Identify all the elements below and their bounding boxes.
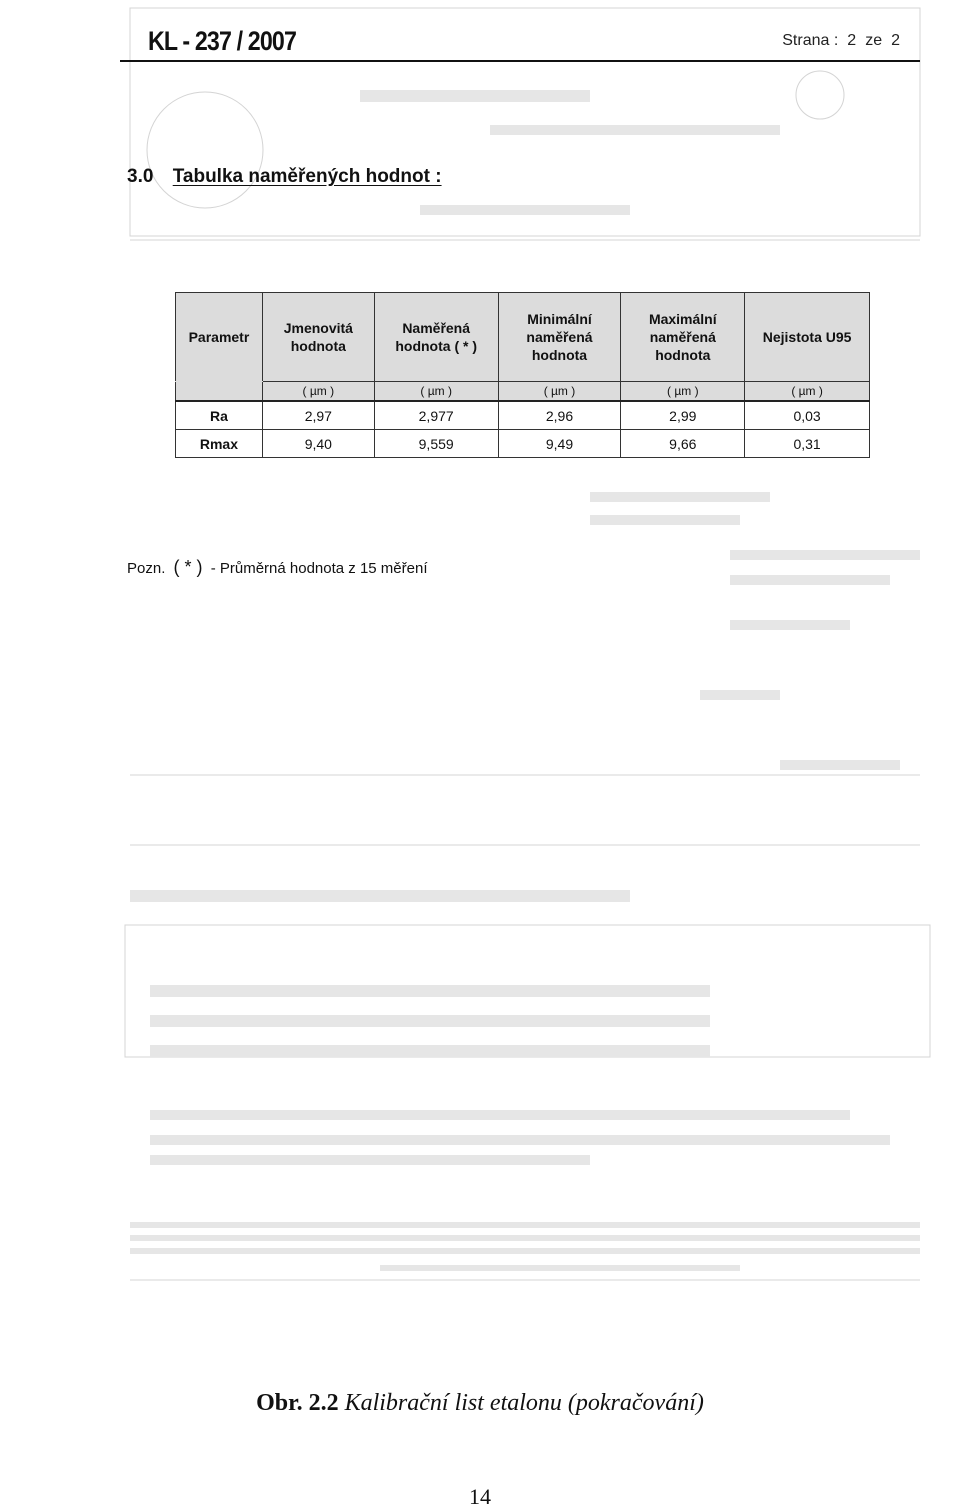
page-label: Strana : <box>782 32 839 49</box>
header-uncertainty: Nejistota U95 <box>745 293 870 382</box>
page-indicator <box>782 32 900 50</box>
footnote <box>127 557 428 578</box>
page-separator: ze <box>865 32 883 49</box>
page-current: 2 <box>847 32 857 49</box>
table-row <box>176 401 870 430</box>
measurement-table <box>175 292 870 458</box>
table-row <box>176 430 870 458</box>
max-value: 2,99 <box>621 401 745 430</box>
footnote-text: - Průměrná hodnota z 15 měření <box>210 560 428 577</box>
measured-value: 9,559 <box>374 430 498 458</box>
document-header <box>120 24 920 62</box>
unit-cell: ( µm ) <box>374 382 498 402</box>
uncertainty-value: 0,31 <box>745 430 870 458</box>
parameter-name: Ra <box>176 401 263 430</box>
footnote-prefix: Pozn. <box>127 560 166 577</box>
unit-cell <box>176 382 263 402</box>
max-value: 9,66 <box>621 430 745 458</box>
footnote-symbol: ( * ) <box>173 557 203 577</box>
unit-cell: ( µm ) <box>498 382 621 402</box>
nominal-value: 2,97 <box>262 401 374 430</box>
document-number: KL - 237 / 2007 <box>148 26 297 56</box>
page-total: 2 <box>891 32 900 49</box>
parameter-name: Rmax <box>176 430 263 458</box>
table-units-row <box>176 382 870 402</box>
header-min-measured-value: Minimální naměřená hodnota <box>498 293 621 382</box>
unit-cell: ( µm ) <box>621 382 745 402</box>
uncertainty-value: 0,03 <box>745 401 870 430</box>
section-title: Tabulka naměřených hodnot : <box>172 166 442 187</box>
min-value: 2,96 <box>498 401 621 430</box>
min-value: 9,49 <box>498 430 621 458</box>
header-nominal-value: Jmenovitá hodnota <box>262 293 374 382</box>
table-header-row <box>176 293 870 382</box>
figure-caption-text: Kalibrační list etalonu (pokračování) <box>344 1390 704 1416</box>
unit-cell: ( µm ) <box>745 382 870 402</box>
header-measured-value: Naměřená hodnota ( * ) <box>374 293 498 382</box>
header-parameter: Parametr <box>176 293 263 382</box>
page-number: 14 <box>469 1484 491 1509</box>
unit-cell: ( µm ) <box>262 382 374 402</box>
figure-label: Obr. 2.2 <box>256 1390 339 1416</box>
nominal-value: 9,40 <box>262 430 374 458</box>
figure-caption <box>0 1390 960 1417</box>
section-number: 3.0 <box>127 166 154 187</box>
section-heading <box>127 166 442 188</box>
measured-value: 2,977 <box>374 401 498 430</box>
header-max-measured-value: Maximální naměřená hodnota <box>621 293 745 382</box>
